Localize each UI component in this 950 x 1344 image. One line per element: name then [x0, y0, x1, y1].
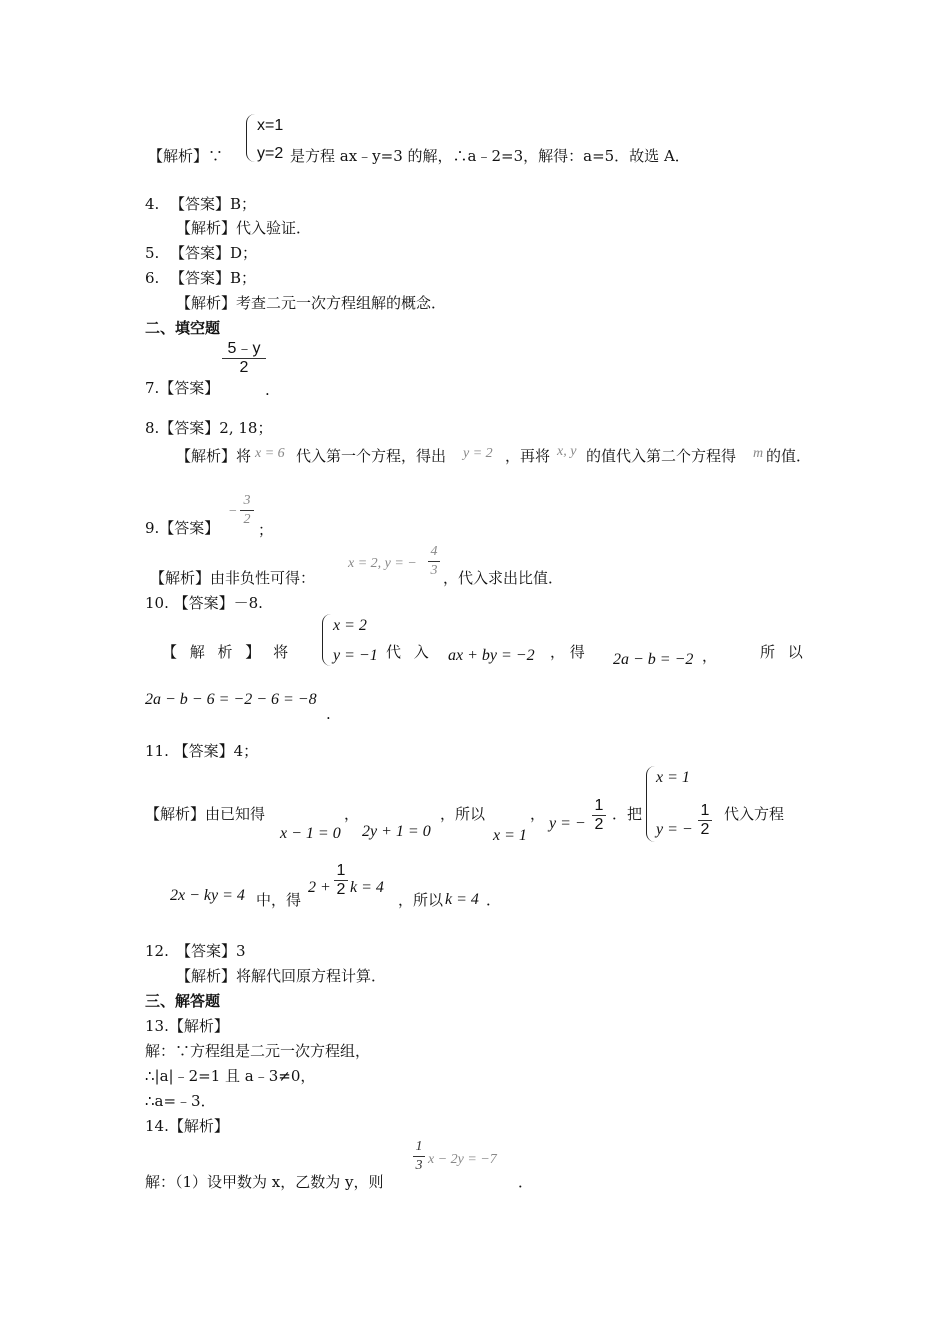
- q7-fraction: [222, 340, 266, 377]
- q11-eq-2: 2y + 1 = 0: [362, 823, 431, 840]
- q10-system-brace: [322, 614, 331, 666]
- q7-end: .: [265, 381, 270, 399]
- q8-analysis-b: 代入第一个方程，得出: [296, 447, 447, 465]
- q9-end: ；: [258, 521, 274, 539]
- q11-eq-4: y = −: [549, 815, 586, 832]
- q11-answer: 11. 【答案】4；: [145, 742, 259, 760]
- q11-eq-3: x = 1: [493, 827, 527, 844]
- q14-heading: 14.【解析】: [145, 1117, 229, 1135]
- q9-analysis-fraction: [428, 543, 440, 580]
- q13-heading: 13.【解析】: [145, 1017, 229, 1035]
- q9-fraction: [240, 492, 254, 529]
- system-brace: [246, 114, 255, 162]
- q10-end: .: [326, 705, 331, 723]
- q11-suoyi: ，所以: [440, 805, 486, 823]
- q4-number: 4.: [145, 195, 160, 213]
- q10-answer: 10. 【答案】－8.: [145, 594, 263, 612]
- q9-analysis: 【解析】由非负性可得：: [150, 569, 316, 587]
- q8-answer: 8.【答案】2, 18；: [145, 419, 273, 437]
- q10-word-3: ，: [702, 647, 718, 665]
- q11-zhong: 中，得: [256, 891, 302, 909]
- q10-eq-2: 2a − b = −2: [613, 651, 694, 668]
- q14-fraction-den: 3: [413, 1156, 425, 1175]
- q11-fraction-1: [592, 797, 606, 834]
- q5-number: 5.: [145, 244, 160, 262]
- q8-analysis-e: 的值．: [766, 447, 812, 465]
- q10-word-1: 代 入: [386, 643, 429, 661]
- section-3-heading: 三、解答题: [145, 992, 221, 1010]
- q10-eq-1: ax + by = −2: [448, 647, 535, 664]
- q10-system-eq-2: y = −1: [333, 647, 378, 664]
- q11-eq-6b: k = 4: [350, 879, 384, 896]
- q11-eq-5: 2x − ky = 4: [170, 887, 245, 904]
- q11-fraction-2-num: 1: [700, 802, 710, 819]
- analysis-text: 是方程 ax﹣y=3 的解，∴a﹣2=3，解得：a=5．故选 A．: [290, 147, 690, 165]
- q9-minus-sign: −: [228, 504, 238, 519]
- q11-fraction-1-num: 1: [594, 797, 604, 814]
- q11-comma-2: ，: [530, 805, 546, 823]
- q8-math-4: m: [753, 446, 764, 461]
- q9-label: 9.【答案】: [145, 519, 220, 537]
- q10-eq-3: 2a − b − 6 = −2 − 6 = −8: [145, 691, 317, 708]
- q14-fraction-num: 1: [415, 1139, 423, 1154]
- q11-suoyik: ，所以: [398, 891, 444, 909]
- q7-numerator: 5﹣y: [227, 340, 261, 357]
- q9-numerator: 3: [243, 493, 251, 508]
- q11-fraction-3: [334, 862, 348, 899]
- q11-analysis: 【解析】由已知得: [145, 805, 266, 823]
- q6-number: 6.: [145, 269, 160, 287]
- system-eq-2: y=2: [257, 145, 284, 162]
- q11-system-eq-1: x = 1: [656, 769, 690, 786]
- section-2-heading: 二、填空题: [145, 319, 221, 337]
- q11-system-brace: [646, 766, 655, 842]
- q11-fraction-2: [698, 802, 712, 839]
- q10-word-4: 所 以: [760, 643, 803, 661]
- q5-answer: 【答案】D；: [170, 244, 258, 262]
- q11-fraction-2-den: 2: [698, 820, 712, 839]
- q14-line-1: 解：（1）设甲数为 x，乙数为 y，则: [145, 1173, 384, 1191]
- q8-math-1: x = 6: [255, 446, 285, 461]
- q11-daifc: 代入方程: [724, 805, 785, 823]
- q14-equation: x − 2y = −7: [428, 1152, 497, 1167]
- q10-system-eq-1: x = 2: [333, 617, 367, 634]
- q8-math-3: x, y: [557, 444, 577, 459]
- q12-number: 12.: [145, 942, 169, 960]
- q11-system-eq-2: y = −: [656, 821, 693, 838]
- q7-denominator: 2: [222, 358, 266, 377]
- q14-end: ．: [518, 1173, 534, 1191]
- q11-eq-6a: 2 +: [308, 879, 331, 896]
- q9-denominator: 2: [240, 510, 254, 529]
- q11-fraction-1-den: 2: [592, 815, 606, 834]
- q12-analysis: 【解析】将解代回原方程计算．: [176, 967, 387, 985]
- q11-ba: ．把: [612, 805, 643, 823]
- q8-analysis-c: ，再将: [505, 447, 551, 465]
- analysis-label: 【解析】∵: [148, 147, 224, 165]
- q9-math-1: x = 2, y = −: [348, 556, 417, 571]
- q9-analysis-numerator: 4: [430, 544, 438, 559]
- q9-analysis-end: ，代入求出比值．: [443, 569, 564, 587]
- q11-dot: ．: [486, 891, 502, 909]
- q10-analysis: 【 解 析 】 将: [162, 643, 289, 661]
- q10-word-2: ， 得: [550, 643, 585, 661]
- q13-line-3: ∴a=﹣3．: [145, 1092, 216, 1110]
- q13-line-2: ∴|a|﹣2=1 且 a﹣3≠0，: [145, 1067, 316, 1085]
- q4-answer: 【答案】B；: [170, 195, 257, 213]
- q13-line-1: 解：∵方程组是二元一次方程组，: [145, 1042, 371, 1060]
- q11-fraction-3-den: 2: [334, 880, 348, 899]
- q6-answer: 【答案】B；: [170, 269, 257, 287]
- q11-eq-7: k = 4: [445, 891, 479, 908]
- q12-answer: 【答案】3: [176, 942, 246, 960]
- q8-analysis-d: 的值代入第二个方程得: [586, 447, 737, 465]
- q14-fraction: [413, 1138, 425, 1175]
- q11-eq-1: x − 1 = 0: [280, 825, 341, 842]
- q8-analysis-a: 【解析】将: [176, 447, 252, 465]
- q4-analysis: 【解析】代入验证．: [176, 219, 312, 237]
- system-eq-1: x=1: [257, 117, 284, 134]
- q7-label: 7.【答案】: [145, 379, 220, 397]
- q6-analysis: 【解析】考查二元一次方程组解的概念．: [176, 294, 447, 312]
- q11-fraction-3-num: 1: [336, 862, 346, 879]
- q8-math-2: y = 2: [463, 446, 493, 461]
- q9-analysis-denominator: 3: [428, 561, 440, 580]
- q11-comma-1: ，: [344, 805, 360, 823]
